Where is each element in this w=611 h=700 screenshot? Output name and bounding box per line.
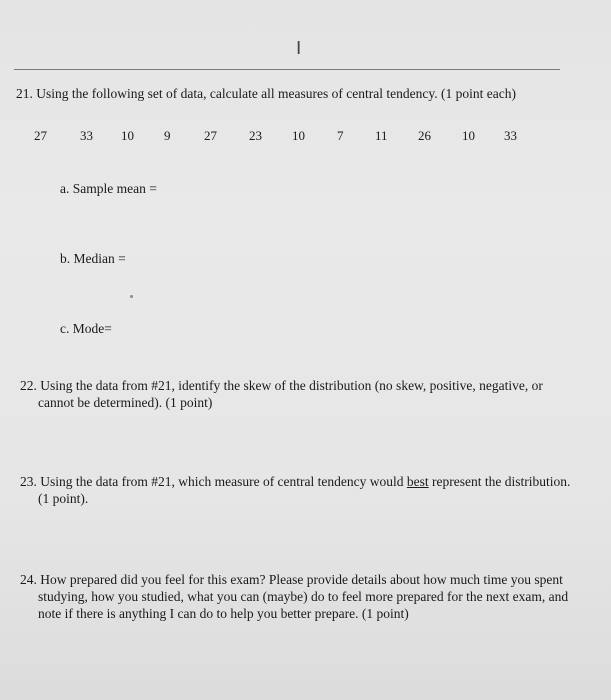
data-value: 33 bbox=[504, 128, 517, 143]
data-value: 7 bbox=[337, 128, 344, 143]
data-value: 23 bbox=[249, 128, 262, 143]
question-23-text-end: represent the distribution. bbox=[428, 474, 571, 489]
question-24-line-1: 24. How prepared did you feel for this exam? Please provide details about how much time you spent bbox=[20, 572, 563, 587]
data-value: 27 bbox=[34, 128, 47, 143]
emphasis-best: best bbox=[406, 474, 429, 489]
sample-mean-label: a. Sample mean = bbox=[60, 181, 157, 196]
question-23 bbox=[20, 473, 570, 507]
question-23-text: 23. Using the data from #21, which measure of central tendency would bbox=[20, 474, 407, 489]
divider-line bbox=[14, 69, 560, 70]
question-22-line-1: 22. Using the data from #21, identify the skew of the distribution (no skew, positive, negative, or bbox=[20, 378, 543, 393]
data-value: 27 bbox=[204, 128, 217, 143]
data-value: 9 bbox=[164, 128, 171, 143]
data-value: 10 bbox=[121, 128, 134, 143]
question-23-line-1 bbox=[20, 473, 570, 490]
question-23-line-2: (1 point). bbox=[38, 491, 89, 506]
question-24-line-2: studying, how you studied, what you can (maybe) do to feel more prepared for the next exam, and bbox=[38, 589, 569, 604]
question-21: 21. Using the following set of data, calculate all measures of central tendency. (1 point each) bbox=[16, 86, 516, 101]
question-22-line-2: cannot be determined). (1 point) bbox=[38, 395, 213, 410]
text-cursor-icon: I bbox=[296, 38, 302, 59]
question-22 bbox=[20, 377, 543, 411]
question-24 bbox=[20, 571, 568, 622]
data-value: 11 bbox=[375, 128, 388, 143]
data-values-row bbox=[0, 128, 611, 148]
data-value: 10 bbox=[292, 128, 305, 143]
question-24-line-3: note if there is anything I can do to help you better prepare. (1 point) bbox=[38, 606, 409, 621]
mode-label: c. Mode= bbox=[60, 321, 112, 336]
data-value: 26 bbox=[418, 128, 431, 143]
median-label: b. Median = bbox=[60, 251, 126, 266]
data-value: 33 bbox=[80, 128, 93, 143]
speck bbox=[130, 295, 133, 298]
data-value: 10 bbox=[462, 128, 475, 143]
